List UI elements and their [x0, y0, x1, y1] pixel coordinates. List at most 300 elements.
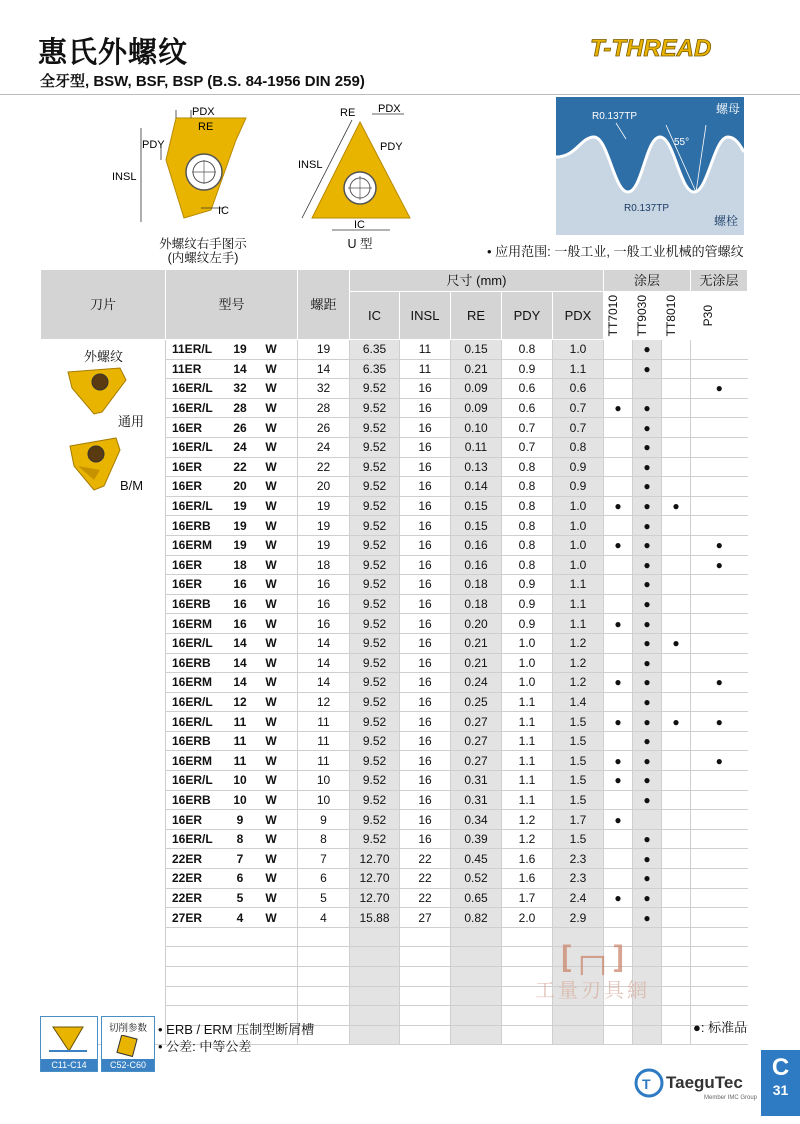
grade-cell-tt7010 [604, 790, 633, 810]
pdy-cell: 1.1 [502, 751, 553, 771]
re-cell: 0.27 [451, 751, 502, 771]
grade-cell-tt9030: ● [633, 457, 662, 477]
pitch-cell: 8 [298, 829, 350, 849]
grade-cell-tt9030: ● [633, 516, 662, 536]
ic-cell: 9.52 [350, 751, 400, 771]
pdx-cell: 1.5 [553, 790, 604, 810]
grade-cell-p30: ● [691, 379, 748, 399]
pdy-cell: 1.0 [502, 633, 553, 653]
model-part-c: W [265, 479, 277, 494]
grade-cell-tt7010 [604, 437, 633, 457]
insl-cell [400, 947, 451, 967]
model-part-b: 16 [233, 597, 247, 612]
grade-cell-tt7010 [604, 379, 633, 399]
pdy-cell: 0.7 [502, 437, 553, 457]
pdx-cell: 1.2 [553, 653, 604, 673]
pdy-cell: 0.6 [502, 398, 553, 418]
model-part-b: 11 [233, 734, 247, 749]
insl-cell: 16 [400, 418, 451, 438]
model-cell [166, 849, 298, 869]
grade-cell-p30 [691, 398, 748, 418]
model-part-c: W [265, 499, 277, 514]
grade-cell-tt7010: ● [604, 673, 633, 693]
pitch-cell: 7 [298, 849, 350, 869]
grade-cell-tt9030: ● [633, 359, 662, 379]
insl-cell: 16 [400, 437, 451, 457]
grade-cell-tt8010 [662, 731, 691, 751]
grade-cell-tt7010: ● [604, 810, 633, 830]
application-scope: • 应用范围: 一般工业, 一般工业机械的管螺纹 [487, 244, 744, 259]
re-cell [451, 947, 502, 967]
pitch-cell: 11 [298, 731, 350, 751]
grade-cell-tt9030: ● [633, 477, 662, 497]
model-cell [166, 418, 298, 438]
grade-cell-p30 [691, 437, 748, 457]
footnotes [158, 1021, 314, 1055]
grade-cell-tt8010 [662, 888, 691, 908]
ic-cell: 9.52 [350, 379, 400, 399]
model-cell [166, 967, 298, 987]
pdx-cell: 1.0 [553, 340, 604, 360]
model-part-c: W [265, 597, 277, 612]
thread-bolt-label: 螺栓 [714, 214, 739, 228]
pdy-cell: 0.9 [502, 614, 553, 634]
grade-cell-tt7010: ● [604, 614, 633, 634]
grade-cell-tt9030: ● [633, 731, 662, 751]
grade-cell-tt8010 [662, 790, 691, 810]
label-pdx: PDX [192, 106, 215, 118]
ref1-label: C11-C14 [41, 1059, 97, 1071]
pdx-cell: 0.6 [553, 379, 604, 399]
grade-cell-p30 [691, 986, 748, 1006]
model-cell [166, 712, 298, 732]
model-part-b: 18 [233, 557, 247, 572]
ic-cell: 9.52 [350, 594, 400, 614]
model-part-c: W [265, 812, 277, 827]
model-part-a: 16ERB [172, 597, 211, 612]
pdy-cell: 0.8 [502, 340, 553, 360]
model-cell [166, 516, 298, 536]
grade-cell-p30 [691, 575, 748, 595]
re-cell: 0.24 [451, 673, 502, 693]
model-part-b: 20 [233, 479, 247, 494]
grade-cell-tt8010 [662, 359, 691, 379]
pitch-cell: 16 [298, 614, 350, 634]
ic-cell: 9.52 [350, 829, 400, 849]
model-part-b: 19 [233, 499, 247, 514]
insert-diagram-u [292, 100, 427, 240]
label-ic: IC [218, 205, 229, 217]
model-cell [166, 673, 298, 693]
grade-cell-tt8010: ● [662, 712, 691, 732]
re-cell: 0.52 [451, 869, 502, 889]
model-cell [166, 692, 298, 712]
ref-cutting-data-box[interactable] [101, 1016, 155, 1072]
ic-cell [350, 986, 400, 1006]
pdx-cell: 2.3 [553, 869, 604, 889]
pdx-cell: 1.5 [553, 751, 604, 771]
page-number: 31 [772, 1082, 789, 1098]
model-part-c: W [265, 890, 277, 905]
model-part-b: 14 [233, 675, 247, 690]
watermark [535, 940, 650, 1003]
thread-profile-diagram [556, 97, 744, 235]
pdy-cell [502, 1025, 553, 1045]
model-part-b: 14 [233, 636, 247, 651]
grade-cell-tt7010: ● [604, 496, 633, 516]
grade-cell-p30 [691, 790, 748, 810]
ic-cell: 9.52 [350, 653, 400, 673]
pdy-cell: 1.1 [502, 771, 553, 791]
grade-cell-tt8010 [662, 927, 691, 947]
grade-cell-tt8010 [662, 594, 691, 614]
grade-cell-p30 [691, 967, 748, 987]
grade-cell-tt7010: ● [604, 771, 633, 791]
grade-cell-tt7010 [604, 908, 633, 928]
pdy-cell: 0.8 [502, 535, 553, 555]
model-part-c: W [265, 832, 277, 847]
ref-insert-box[interactable] [40, 1016, 98, 1072]
pitch-cell: 19 [298, 535, 350, 555]
pdx-cell: 0.7 [553, 418, 604, 438]
model-part-a: 16ER [172, 459, 203, 474]
re-cell [451, 967, 502, 987]
model-part-c: W [265, 655, 277, 670]
grade-cell-tt9030: ● [633, 653, 662, 673]
model-cell [166, 633, 298, 653]
pdy-cell: 0.9 [502, 575, 553, 595]
model-part-c: W [265, 773, 277, 788]
grade-cell-tt7010: ● [604, 888, 633, 908]
pdx-cell: 1.5 [553, 829, 604, 849]
grade-cell-tt8010 [662, 692, 691, 712]
pdy-cell: 2.0 [502, 908, 553, 928]
pitch-cell: 26 [298, 418, 350, 438]
model-part-a: 16ERB [172, 655, 211, 670]
col-header-pdx: PDX [553, 292, 604, 340]
ic-cell: 12.70 [350, 849, 400, 869]
grade-cell-p30 [691, 594, 748, 614]
grade-cell-tt9030 [633, 1025, 662, 1045]
pitch-cell: 10 [298, 771, 350, 791]
brand-text: T-THREAD [590, 35, 712, 62]
model-part-c: W [265, 871, 277, 886]
grade-cell-tt8010 [662, 810, 691, 830]
ic-cell: 15.88 [350, 908, 400, 928]
page-tab [761, 1050, 800, 1116]
svg-text:T: T [642, 1076, 651, 1092]
model-cell [166, 751, 298, 771]
pdx-cell: 1.1 [553, 614, 604, 634]
model-part-a: 16ERM [172, 753, 213, 768]
grade-cell-tt8010 [662, 555, 691, 575]
ic-cell: 9.52 [350, 496, 400, 516]
insl-cell: 16 [400, 398, 451, 418]
footnote-tolerance: • 公差: 中等公差 [158, 1039, 252, 1054]
model-part-a: 22ER [172, 871, 203, 886]
model-part-b: 6 [236, 871, 244, 886]
insl-cell: 22 [400, 849, 451, 869]
grade-cell-tt7010 [604, 575, 633, 595]
model-part-a: 16ER [172, 577, 203, 592]
pdy-cell: 1.2 [502, 829, 553, 849]
pitch-cell: 32 [298, 379, 350, 399]
col-group-size: 尺寸 (mm) [350, 270, 604, 292]
thread-radius-top: R0.137TP [592, 111, 638, 122]
pdy-cell: 1.1 [502, 790, 553, 810]
model-part-a: 16ER/L [172, 714, 213, 729]
grade-cell-tt9030: ● [633, 437, 662, 457]
ic-cell: 9.52 [350, 712, 400, 732]
insl-cell: 11 [400, 359, 451, 379]
pdy-cell: 1.6 [502, 849, 553, 869]
pdx-cell: 0.9 [553, 457, 604, 477]
pitch-cell: 5 [298, 888, 350, 908]
grade-cell-tt9030: ● [633, 575, 662, 595]
grade-cell-tt8010 [662, 340, 691, 360]
ic-cell: 12.70 [350, 869, 400, 889]
model-part-c: W [265, 440, 277, 455]
re-cell: 0.45 [451, 849, 502, 869]
model-part-b: 26 [233, 420, 247, 435]
header-divider [0, 94, 800, 95]
ic-cell [350, 947, 400, 967]
model-part-c: W [265, 792, 277, 807]
model-part-c: W [265, 714, 277, 729]
ic-cell: 9.52 [350, 692, 400, 712]
pdx-cell: 1.4 [553, 692, 604, 712]
re-cell: 0.18 [451, 594, 502, 614]
taegutec-logo-icon [634, 1068, 664, 1098]
grade-cell-tt7010 [604, 731, 633, 751]
model-part-c: W [265, 675, 277, 690]
u-label-pdx: PDX [378, 103, 401, 115]
insl-cell: 16 [400, 575, 451, 595]
ic-cell: 9.52 [350, 575, 400, 595]
grade-cell-tt8010 [662, 614, 691, 634]
model-cell [166, 771, 298, 791]
grade-cell-p30 [691, 477, 748, 497]
insl-cell: 16 [400, 555, 451, 575]
insert-ref-icon [49, 1023, 87, 1053]
model-part-b: 28 [233, 401, 247, 416]
pdx-cell: 1.2 [553, 673, 604, 693]
re-cell: 0.31 [451, 790, 502, 810]
ref2-label: C52-C60 [102, 1059, 154, 1071]
grade-cell-p30: ● [691, 535, 748, 555]
model-cell [166, 888, 298, 908]
logo-subtext: Member IMC Group [704, 1095, 758, 1101]
col-header-ic: IC [350, 292, 400, 340]
model-cell [166, 869, 298, 889]
logo-text: TaeguTec [666, 1073, 743, 1092]
model-cell [166, 340, 298, 360]
model-part-a: 16ER/L [172, 636, 213, 651]
model-part-a: 22ER [172, 890, 203, 905]
label-re: RE [198, 121, 214, 133]
grade-cell-p30 [691, 869, 748, 889]
pitch-cell: 12 [298, 692, 350, 712]
insl-cell: 16 [400, 457, 451, 477]
pitch-cell: 14 [298, 359, 350, 379]
model-part-b: 16 [233, 577, 247, 592]
pitch-cell: 9 [298, 810, 350, 830]
insl-cell: 16 [400, 535, 451, 555]
standard-legend: ●: 标准品 [693, 1020, 748, 1035]
grade-cell-p30 [691, 810, 748, 830]
ic-cell: 9.52 [350, 516, 400, 536]
ic-cell [350, 927, 400, 947]
pitch-cell: 22 [298, 457, 350, 477]
model-cell [166, 731, 298, 751]
ic-cell: 9.52 [350, 535, 400, 555]
grade-cell-p30 [691, 692, 748, 712]
grade-cell-tt9030: ● [633, 908, 662, 928]
left-caption-1: 外螺纹右手图示 [159, 237, 247, 251]
model-part-a: 16ER [172, 420, 203, 435]
grade-cell-tt8010 [662, 575, 691, 595]
pdx-cell: 1.0 [553, 555, 604, 575]
grade-cell-p30 [691, 927, 748, 947]
grade-cell-tt9030: ● [633, 614, 662, 634]
pdx-cell [553, 1006, 604, 1026]
model-part-c: W [265, 694, 277, 709]
grade-cell-tt8010 [662, 535, 691, 555]
insl-cell: 16 [400, 771, 451, 791]
model-part-b: 24 [233, 440, 247, 455]
ic-cell: 9.52 [350, 771, 400, 791]
insl-cell [400, 1006, 451, 1026]
grade-cell-tt7010: ● [604, 398, 633, 418]
re-cell [451, 927, 502, 947]
pdy-cell: 1.2 [502, 810, 553, 830]
grade-cell-tt9030: ● [633, 398, 662, 418]
model-part-a: 16ER [172, 557, 203, 572]
col-header-p30: P30 [701, 304, 716, 327]
ic-cell: 9.52 [350, 790, 400, 810]
model-part-c: W [265, 734, 277, 749]
grade-cell-tt8010 [662, 673, 691, 693]
grade-cell-tt7010 [604, 653, 633, 673]
footnote-chipbreaker: • ERB / ERM 压制型断屑槽 [158, 1022, 315, 1037]
pitch-cell: 28 [298, 398, 350, 418]
re-cell: 0.10 [451, 418, 502, 438]
model-part-b: 10 [233, 792, 247, 807]
grade-cell-tt7010 [604, 340, 633, 360]
ic-cell: 9.52 [350, 398, 400, 418]
model-cell [166, 457, 298, 477]
book-icon [116, 1035, 140, 1057]
ic-cell [350, 1006, 400, 1026]
ic-cell: 6.35 [350, 359, 400, 379]
grade-cell-tt7010 [604, 477, 633, 497]
pitch-cell [298, 947, 350, 967]
u-label-pdy: PDY [380, 141, 403, 153]
u-label-ic: IC [354, 219, 365, 231]
grade-cell-p30: ● [691, 555, 748, 575]
grade-cell-p30 [691, 633, 748, 653]
grade-cell-p30 [691, 731, 748, 751]
pitch-cell [298, 967, 350, 987]
pitch-cell: 24 [298, 437, 350, 457]
pitch-cell: 14 [298, 653, 350, 673]
pdy-cell: 1.1 [502, 712, 553, 732]
col-header-pitch: 螺距 [298, 270, 350, 340]
pitch-cell: 14 [298, 633, 350, 653]
model-part-a: 27ER [172, 910, 203, 925]
ic-cell: 9.52 [350, 673, 400, 693]
pitch-cell: 16 [298, 575, 350, 595]
grade-cell-p30: ● [691, 712, 748, 732]
u-caption: U 型 [347, 237, 373, 251]
label-insl: INSL [112, 171, 137, 183]
model-part-c: W [265, 616, 277, 631]
grade-cell-tt8010 [662, 908, 691, 928]
insl-cell [400, 967, 451, 987]
model-cell [166, 398, 298, 418]
grade-cell-tt7010 [604, 829, 633, 849]
insl-cell: 16 [400, 496, 451, 516]
grade-cell-tt9030: ● [633, 673, 662, 693]
model-part-c: W [265, 557, 277, 572]
model-part-a: 16ER/L [172, 499, 213, 514]
grade-cell-p30 [691, 908, 748, 928]
grade-cell-p30 [691, 418, 748, 438]
brand-logo [588, 32, 744, 62]
pdy-cell: 1.1 [502, 731, 553, 751]
re-cell: 0.15 [451, 340, 502, 360]
model-part-a: 16ER/L [172, 773, 213, 788]
grade-cell-tt9030: ● [633, 790, 662, 810]
model-cell [166, 829, 298, 849]
model-part-b: 5 [236, 890, 244, 905]
model-part-a: 16ER/L [172, 832, 213, 847]
model-cell [166, 575, 298, 595]
model-part-a: 16ER [172, 812, 203, 827]
insl-cell: 16 [400, 692, 451, 712]
insl-cell: 16 [400, 829, 451, 849]
pdx-cell: 1.7 [553, 810, 604, 830]
ic-cell: 9.52 [350, 633, 400, 653]
model-part-b: 8 [236, 832, 244, 847]
insl-cell: 16 [400, 673, 451, 693]
insl-cell: 16 [400, 790, 451, 810]
re-cell: 0.34 [451, 810, 502, 830]
model-part-b: 4 [236, 910, 244, 925]
grade-cell-tt8010 [662, 869, 691, 889]
model-part-a: 16ER/L [172, 440, 213, 455]
model-part-a: 16ERB [172, 518, 211, 533]
pitch-cell: 20 [298, 477, 350, 497]
pitch-cell: 4 [298, 908, 350, 928]
model-part-a: 16ERB [172, 734, 211, 749]
grade-cell-tt7010 [604, 692, 633, 712]
grade-cell-tt8010 [662, 477, 691, 497]
model-part-c: W [265, 342, 277, 357]
grade-cell-tt9030: ● [633, 869, 662, 889]
u-label-re: RE [340, 107, 356, 119]
model-part-b: 14 [233, 655, 247, 670]
pdy-cell: 1.6 [502, 869, 553, 889]
grade-cell-tt9030: ● [633, 340, 662, 360]
watermark-text: 工量刃具網 [535, 980, 650, 1002]
insert-universal-icon [64, 364, 128, 416]
pdy-cell: 0.8 [502, 457, 553, 477]
model-cell [166, 594, 298, 614]
insl-cell: 16 [400, 653, 451, 673]
pdx-cell: 1.0 [553, 516, 604, 536]
grade-cell-tt7010: ● [604, 712, 633, 732]
